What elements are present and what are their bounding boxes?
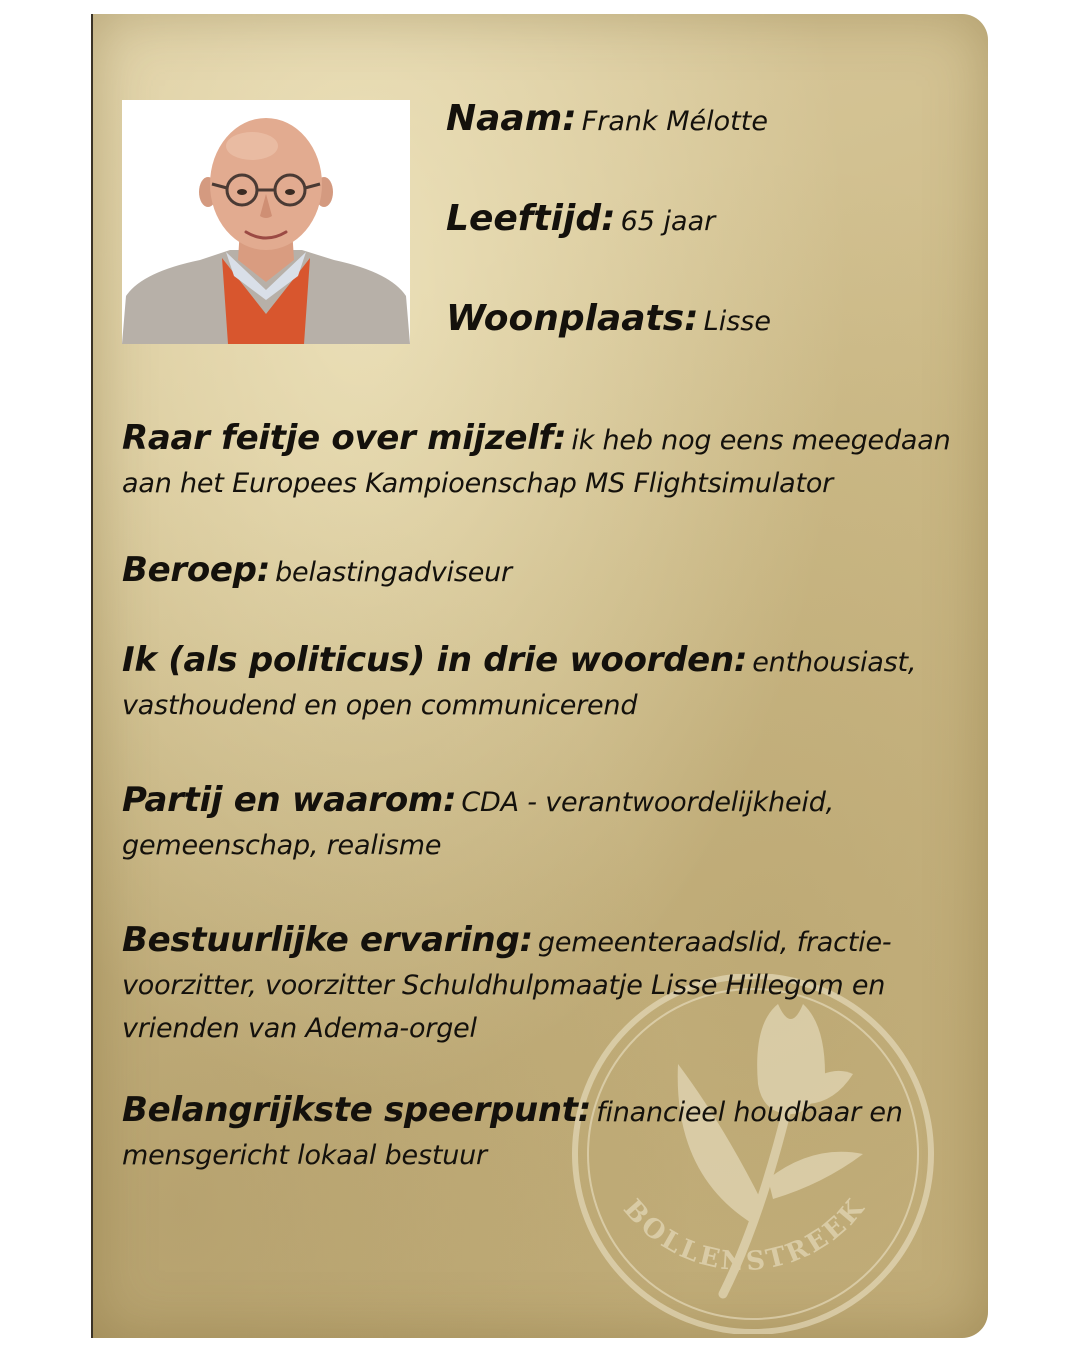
fact-label: Raar feitje over mijzelf: xyxy=(122,418,567,458)
fact-section xyxy=(122,418,982,507)
party-section xyxy=(122,780,982,869)
words-section xyxy=(122,640,982,729)
name-label: Naam: xyxy=(446,98,577,139)
job-section xyxy=(122,550,982,596)
age-label: Leeftijd: xyxy=(446,198,616,239)
profile-card xyxy=(91,14,988,1338)
words-label: Ik (als politicus) in drie woorden: xyxy=(122,640,748,680)
age-row xyxy=(446,198,715,239)
job-value: belastingadviseur xyxy=(275,557,512,588)
job-label: Beroep: xyxy=(122,550,270,590)
fact-value: ik heb nog eens meegedaan aan het Europees Kampioenschap MS Flightsimulator xyxy=(122,425,951,499)
city-label: Woonplaats: xyxy=(446,298,699,339)
priority-value: financieel houdbaar en mensgericht lokaal bestuur xyxy=(122,1097,903,1171)
stamp-text: BOLLENSTREEK xyxy=(617,1191,872,1278)
priority-label: Belangrijkste speerpunt: xyxy=(122,1090,592,1130)
party-label: Partij en waarom: xyxy=(122,780,457,820)
experience-section xyxy=(122,920,982,1052)
priority-section xyxy=(122,1090,982,1179)
name-row xyxy=(446,98,768,139)
words-value: enthousiast, vasthoudend en open communicerend xyxy=(122,647,917,721)
experience-label: Bestuurlijke ervaring: xyxy=(122,920,533,960)
experience-value: gemeenteraadslid, fractie-voorzitter, voorzitter Schuldhulpmaatje Lisse Hillegom en vrienden van Adema-orgel xyxy=(122,927,892,1044)
city-value: Lisse xyxy=(703,306,771,337)
portrait-photo xyxy=(122,100,410,344)
age-value: 65 jaar xyxy=(620,206,716,237)
name-value: Frank Mélotte xyxy=(581,106,768,137)
party-value: CDA - verantwoordelijkheid, gemeenschap, realisme xyxy=(122,787,835,861)
city-row xyxy=(446,298,771,339)
